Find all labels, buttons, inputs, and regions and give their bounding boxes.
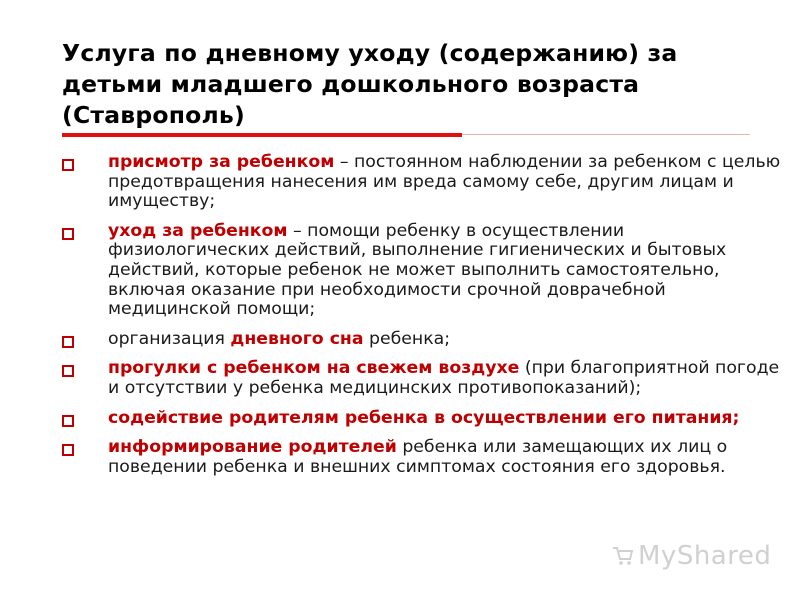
item-text <box>108 408 739 428</box>
list-item <box>62 330 782 350</box>
item-text <box>108 152 780 211</box>
bullet-list <box>62 153 782 487</box>
list-item <box>62 359 782 398</box>
item-2-part-1: дневного сна <box>230 328 364 349</box>
item-5-part-0: информирование родителей <box>108 437 397 458</box>
item-0-part-1: – постоянном наблюдении за ребенком с целью предотвращения нанесения им вреда самому себе, другим лицам и имуществу; <box>108 152 781 212</box>
list-item <box>62 222 782 320</box>
item-0-part-0: присмотр за ребенком <box>108 152 335 172</box>
item-text <box>108 329 450 349</box>
item-3-part-1: (при благоприятной погоде и отсутствии у ребенка медицинских противопоказаний); <box>108 358 780 398</box>
item-3-part-0: прогулки с ребенком на свежем воздухе <box>108 358 520 379</box>
slide-title: Услуга по дневному уходу (содержанию) за детьми младшего дошкольного возраста (Ставрополь) <box>62 39 678 129</box>
item-5-part-1: ребенка или замещающих их лиц о поведении ребенка и внешних симптомах состояния его здоровья. <box>108 437 728 477</box>
hollow-square-bullet-icon <box>62 336 74 348</box>
item-text <box>108 437 727 477</box>
hollow-square-bullet-icon <box>62 444 74 456</box>
watermark-text: MyShared <box>638 541 772 571</box>
list-item <box>62 153 782 212</box>
cart-icon <box>612 546 634 566</box>
hollow-square-bullet-icon <box>62 159 74 171</box>
title-underline-thick <box>62 133 462 137</box>
list-item <box>62 409 782 429</box>
item-1-part-1: – помощи ребенку в осуществлении физиологических действий, выполнение гигиенических и бытовых действий, которые ребенок не может выполнить самостоятельно, включая оказание при необходимости срочной доврачебной медицинской помощи; <box>108 220 727 320</box>
item-1-part-0: уход за ребенком <box>108 220 288 241</box>
item-2-part-0: организация <box>108 328 231 349</box>
item-text <box>108 221 726 319</box>
item-text <box>108 358 779 398</box>
hollow-square-bullet-icon <box>62 228 74 240</box>
item-2-part-2: ребенка; <box>363 328 451 349</box>
title-underline-thin <box>462 134 750 135</box>
hollow-square-bullet-icon <box>62 415 74 427</box>
item-4-part-0: содействие родителям ребенка в осуществлении его питания; <box>108 407 740 428</box>
list-item <box>62 438 782 477</box>
hollow-square-bullet-icon <box>62 365 74 377</box>
